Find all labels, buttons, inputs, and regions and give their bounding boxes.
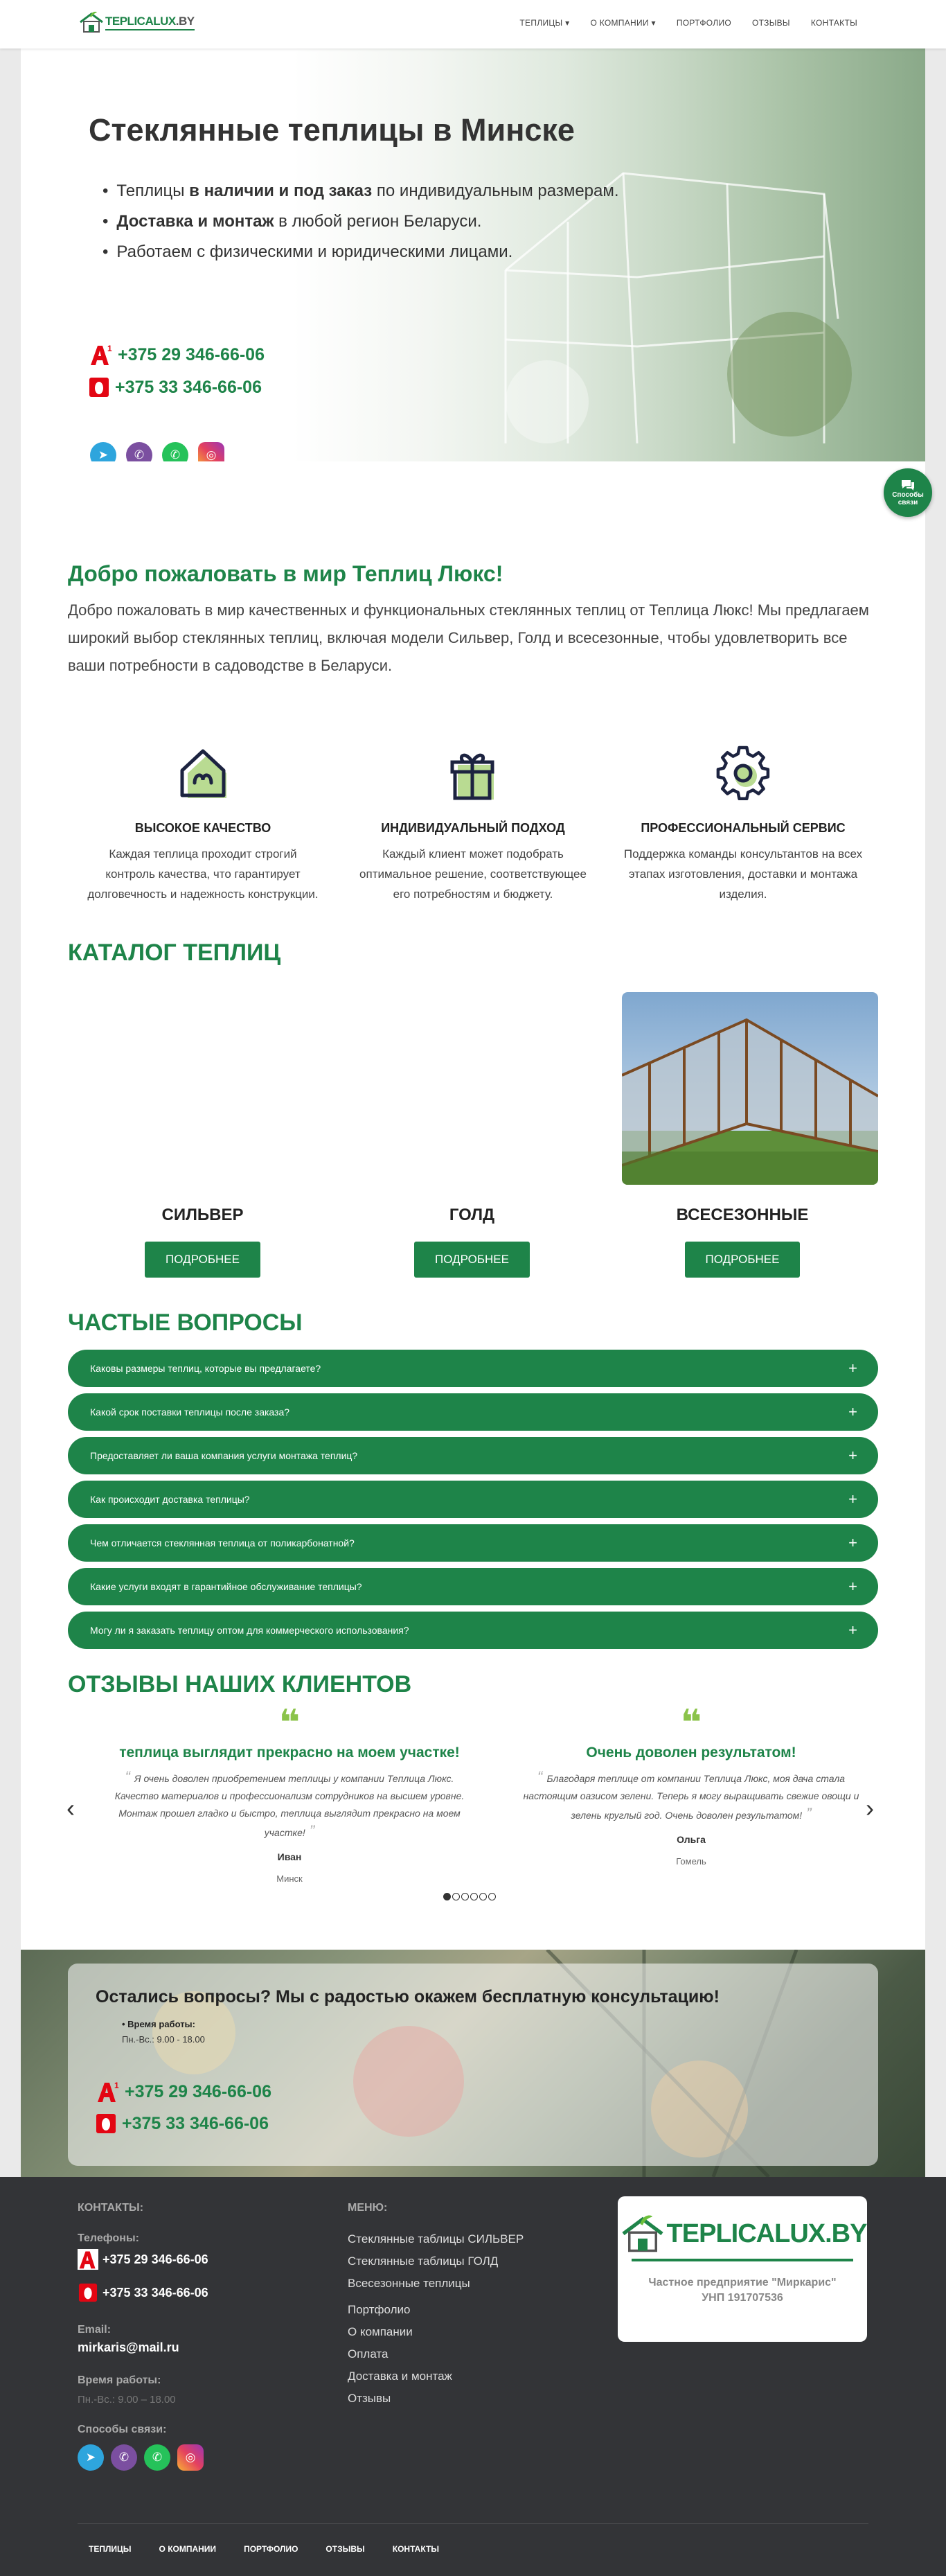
gold-more-button[interactable]: ПОДРОБНЕЕ	[414, 1242, 530, 1278]
review-city: Минск	[276, 1873, 303, 1884]
carousel-dot[interactable]	[443, 1893, 451, 1900]
page-content	[21, 48, 925, 2177]
expand-icon: +	[848, 1534, 857, 1551]
expand-icon: +	[848, 1359, 857, 1377]
hero-bullet: • Доставка и монтаж в любой регион Беларуси.	[102, 212, 619, 231]
footer-email-label: Email:	[78, 2324, 111, 2336]
gift-icon	[441, 741, 505, 805]
footer-link[interactable]: Доставка и монтаж	[348, 2370, 452, 2383]
footer-nav-reviews[interactable]: ОТЗЫВЫ	[325, 2544, 365, 2554]
hero-bullets	[102, 182, 619, 273]
hero-phone-a1[interactable]: 1 +375 29 346-66-06	[89, 343, 265, 367]
expand-icon: +	[848, 1621, 857, 1639]
consultation-section	[21, 1950, 925, 2177]
review-card	[109, 1703, 470, 1884]
mts-operator-icon	[96, 2113, 116, 2134]
catalog-item-allseason	[607, 992, 878, 1278]
feature-quality	[68, 741, 338, 904]
cta-phone-a1[interactable]: 1 +375 29 346-66-06	[96, 2080, 271, 2103]
feature-text: Каждый клиент может подобрать оптимальное решение, соответствующее его потребностям и бюджету.	[359, 847, 587, 901]
carousel-dot[interactable]	[470, 1893, 478, 1900]
nav-contacts[interactable]: КОНТАКТЫ	[810, 18, 857, 28]
a1-operator-icon	[89, 343, 112, 367]
contact-methods-label: Способы	[892, 491, 924, 499]
catalog-item-name: ГОЛД	[449, 1206, 495, 1224]
faq-item[interactable]: Каковы размеры теплиц, которые вы предлагаете? +	[68, 1350, 878, 1387]
site-header	[0, 0, 946, 48]
carousel-dots	[443, 1893, 496, 1900]
feature-text: Каждая теплица проходит строгий контроль качества, что гарантирует долговечность и надежность конструкции.	[87, 847, 319, 901]
faq-item[interactable]: Могу ли я заказать теплицу оптом для коммерческого использования? +	[68, 1612, 878, 1649]
hero-phone-mts[interactable]: +375 33 346-66-06	[89, 377, 262, 398]
footer-logo	[618, 2212, 867, 2256]
footer-phones-label: Телефоны:	[78, 2232, 139, 2244]
quote-icon: ❝	[278, 1703, 301, 1743]
telegram-icon[interactable]: ➤	[78, 2444, 104, 2471]
a1-operator-icon	[78, 2249, 98, 2270]
cta-phone-mts[interactable]: +375 33 346-66-06	[96, 2113, 269, 2134]
faq-section	[68, 1350, 878, 1655]
greenhouse-logo-icon	[618, 2212, 667, 2256]
hero-greenhouse-image	[464, 111, 852, 443]
work-hours-label: • Время работы:	[122, 2019, 195, 2029]
catalog-item-name: СИЛЬВЕР	[161, 1206, 244, 1224]
nav-greenhouses[interactable]: ТЕПЛИЦЫ ▾	[519, 18, 570, 28]
footer-hours-value: Пн.-Вс.: 9.00 – 18.00	[78, 2394, 176, 2406]
viber-icon[interactable]: ✆	[126, 442, 152, 461]
footer-link[interactable]: Стеклянные таблицы СИЛЬВЕР	[348, 2232, 524, 2246]
footer-link[interactable]: Оплата	[348, 2347, 389, 2361]
feature-individual	[338, 741, 608, 904]
footer-contacts-title: КОНТАКТЫ:	[78, 2202, 144, 2214]
footer-hours-label: Время работы:	[78, 2374, 161, 2386]
whatsapp-icon[interactable]: ✆	[144, 2444, 170, 2471]
silver-more-button[interactable]: ПОДРОБНЕЕ	[145, 1242, 260, 1278]
reviews-title: ОТЗЫВЫ НАШИХ КЛИЕНТОВ	[68, 1671, 412, 1697]
catalog-item-gold	[337, 992, 607, 1278]
allseason-more-button[interactable]: ПОДРОБНЕЕ	[685, 1242, 801, 1278]
hero-title: Стеклянные теплицы в Минске	[89, 112, 575, 148]
logo-wordmark: TEPLICALUX.BY	[105, 15, 195, 30]
footer-link[interactable]: О компании	[348, 2325, 413, 2338]
house-icon	[171, 741, 235, 805]
carousel-dot[interactable]	[479, 1893, 487, 1900]
expand-icon: +	[848, 1403, 857, 1420]
company-unp: УНП 191707536	[702, 2292, 783, 2304]
footer-link[interactable]: Отзывы	[348, 2392, 391, 2405]
footer-social-links	[78, 2444, 313, 2471]
faq-item[interactable]: Какие услуги входят в гарантийное обслуживание теплицы? +	[68, 1568, 878, 1605]
footer-contacts	[78, 2202, 313, 2471]
hero-bullet: • Теплицы в наличии и под заказ по индивидуальным размерам.	[102, 182, 619, 201]
footer-channels-label: Способы связи:	[78, 2424, 167, 2435]
allseason-greenhouse-image[interactable]	[622, 992, 878, 1185]
footer-logo-wordmark: TEPLICALUX.BY	[666, 2218, 867, 2248]
review-title: теплица выглядит прекрасно на моем участке!	[119, 1745, 460, 1761]
reviews-carousel	[66, 1703, 878, 1887]
footer-nav-contacts[interactable]: КОНТАКТЫ	[392, 2544, 440, 2554]
nav-portfolio[interactable]: ПОРТФОЛИО	[676, 18, 732, 28]
carousel-next-icon[interactable]: ›	[866, 1794, 874, 1822]
expand-icon: +	[848, 1447, 857, 1464]
catalog-section	[68, 992, 878, 1278]
review-city: Гомель	[676, 1856, 706, 1867]
viber-icon[interactable]: ✆	[111, 2444, 137, 2471]
expand-icon: +	[848, 1578, 857, 1595]
footer-email[interactable]: mirkaris@mail.ru	[78, 2340, 179, 2354]
site-footer	[0, 2177, 946, 2576]
catalog-item-silver	[68, 992, 337, 1278]
feature-title: ПРОФЕССИОНАЛЬНЫЙ СЕРВИС	[641, 821, 846, 835]
hero-section	[21, 48, 925, 461]
expand-icon: +	[848, 1490, 857, 1508]
review-author: Иван	[277, 1851, 302, 1862]
site-logo[interactable]	[78, 10, 195, 35]
faq-title: ЧАСТЫЕ ВОПРОСЫ	[68, 1309, 303, 1336]
review-title: Очень доволен результатом!	[586, 1745, 796, 1761]
faq-item[interactable]: Чем отличается стеклянная теплица от поликарбонатной? +	[68, 1524, 878, 1562]
quote-icon: ❝	[680, 1703, 702, 1743]
footer-divider	[78, 2523, 868, 2524]
catalog-title: КАТАЛОГ ТЕПЛИЦ	[68, 939, 281, 966]
carousel-dot[interactable]	[461, 1893, 469, 1900]
gold-image-placeholder	[344, 992, 600, 1185]
contact-methods-button[interactable]	[884, 468, 932, 517]
carousel-prev-icon[interactable]: ‹	[66, 1794, 75, 1822]
faq-item[interactable]: Предоставляет ли ваша компания услуги монтажа теплиц? +	[68, 1437, 878, 1474]
svg-text:1: 1	[107, 344, 112, 353]
footer-link[interactable]: Всесезонные теплицы	[348, 2277, 470, 2290]
welcome-text: Добро пожаловать в мир качественных и функциональных стеклянных теплиц от Теплица Люкс! Мы предлагаем широкий выбор стеклянных теплиц, включая модели Сильвер, Голд и всесезонные, чтобы удовлетворить все ваши потребности в садоводстве в Беларуси.	[68, 601, 869, 674]
welcome-section	[68, 561, 885, 680]
greenhouse-logo-icon	[78, 10, 105, 35]
footer-menu	[348, 2202, 583, 2414]
whatsapp-icon[interactable]: ✆	[162, 442, 188, 461]
a1-operator-icon	[96, 2080, 119, 2103]
hero-social-links	[90, 442, 224, 461]
consultation-title: Остались вопросы? Мы с радостью окажем бесплатную консультацию!	[96, 1987, 720, 2006]
catalog-item-name: ВСЕСЕЗОННЫЕ	[676, 1206, 809, 1224]
feature-title: ИНДИВИДУАЛЬНЫЙ ПОДХОД	[381, 821, 565, 835]
footer-nav-greenhouses[interactable]: ТЕПЛИЦЫ	[89, 2544, 132, 2554]
consultation-card	[68, 1964, 878, 2166]
instagram-icon[interactable]: ◎	[177, 2444, 204, 2471]
feature-service	[608, 741, 878, 904]
footer-bottom-nav	[89, 2544, 439, 2554]
footer-nav-portfolio[interactable]: ПОРТФОЛИО	[244, 2544, 298, 2554]
footer-link[interactable]: Портфолио	[348, 2303, 411, 2316]
instagram-icon[interactable]: ◎	[198, 442, 224, 461]
nav-about[interactable]: О КОМПАНИИ ▾	[590, 18, 656, 28]
hero-bullet: • Работаем с физическими и юридическими лицами.	[102, 242, 619, 262]
review-card	[511, 1703, 871, 1867]
faq-item[interactable]: Какой срок поставки теплицы после заказа? +	[68, 1393, 878, 1431]
main-nav	[519, 18, 857, 28]
carousel-dot[interactable]	[452, 1893, 460, 1900]
svg-text:1: 1	[114, 2081, 119, 2090]
review-author: Ольга	[677, 1834, 706, 1845]
carousel-dot[interactable]	[488, 1893, 496, 1900]
feature-text: Поддержка команды консультантов на всех этапах изготовления, доставки и монтажа изделия.	[623, 847, 863, 901]
footer-link[interactable]: Стеклянные таблицы ГОЛД	[348, 2255, 499, 2268]
gear-icon	[711, 741, 775, 805]
telegram-icon[interactable]: ➤	[90, 442, 116, 461]
chat-icon	[900, 479, 916, 491]
welcome-title: Добро пожаловать в мир Теплиц Люкс!	[68, 561, 503, 586]
footer-nav-about[interactable]: О КОМПАНИИ	[159, 2544, 217, 2554]
footer-menu-title: МЕНЮ:	[348, 2202, 388, 2214]
silver-image-placeholder	[75, 992, 331, 1185]
faq-item[interactable]: Как происходит доставка теплицы? +	[68, 1481, 878, 1518]
footer-phone-mts[interactable]: +375 33 346-66-06	[78, 2282, 313, 2303]
review-text: “ Я очень доволен приобретением теплицы у компании Теплица Люкс. Качество материалов и профессионализм сотрудников на высшем уровне. Монтаж прошел гладко и быстро, теплица выглядит прекрасно на моем участке! ”	[114, 1768, 465, 1840]
footer-phone-a1[interactable]: +375 29 346-66-06	[78, 2249, 313, 2270]
mts-operator-icon	[89, 377, 109, 398]
contact-methods-label-2: связи	[898, 499, 918, 506]
company-name: Частное предприятие "Миркарис"	[648, 2277, 837, 2288]
feature-title: ВЫСОКОЕ КАЧЕСТВО	[134, 821, 271, 835]
footer-company-card	[618, 2196, 867, 2342]
nav-reviews[interactable]: ОТЗЫВЫ	[752, 18, 790, 28]
work-hours-value: Пн.-Вс.: 9.00 - 18.00	[122, 2034, 205, 2045]
mts-operator-icon	[78, 2282, 98, 2303]
features-section	[68, 741, 878, 904]
review-text: “ Благодаря теплице от компании Теплица Люкс, моя дача стала настоящим оазисом зелени. Теперь я могу выращивать свежие овощи и зелень круглый год. Очень доволен результатом! ”	[523, 1768, 859, 1822]
